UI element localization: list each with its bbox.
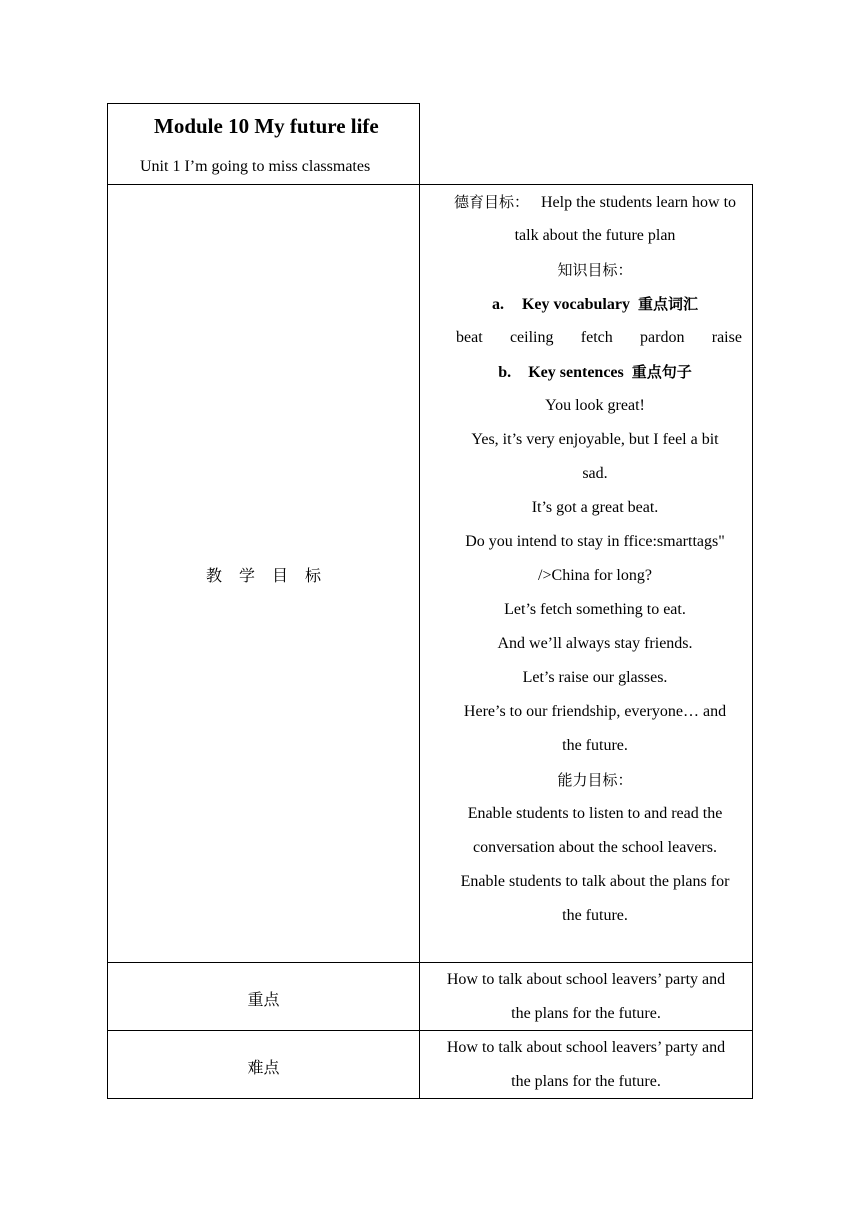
- vocab-heading: [448, 287, 742, 321]
- vocab-heading-en: Key vocabulary: [521, 296, 630, 313]
- ability-label: 能力目标：: [557, 771, 633, 789]
- sentence-line: Let’s fetch something to eat.: [504, 601, 686, 618]
- sentence-line: Yes, it’s very enjoyable, but I feel a bit: [471, 431, 719, 448]
- sentence-line: Do you intend to stay in ffice:smarttags": [465, 533, 725, 550]
- moral-line: [448, 185, 742, 219]
- vocab-word: raise: [711, 329, 742, 346]
- sentence-line: And we’ll always stay friends.: [497, 635, 693, 652]
- key-points-content: [420, 963, 752, 1031]
- key-points-content-cell: [419, 962, 753, 1031]
- sentence-line: You look great!: [545, 397, 645, 414]
- moral-label: 德育目标：: [453, 193, 529, 211]
- difficulties-label: 难点: [247, 1058, 280, 1077]
- sentence-line: the future.: [562, 737, 628, 754]
- objectives-label-cell: [107, 184, 420, 963]
- objectives-content: [448, 185, 742, 933]
- ability-line: the future.: [562, 907, 628, 924]
- vocabulary-list: [448, 321, 742, 355]
- sentence-line: Let’s raise our glasses.: [522, 669, 668, 686]
- key-points-line: the plans for the future.: [511, 1005, 661, 1022]
- module-title: Module 10 My future life: [154, 114, 379, 138]
- sentence-line: />China for long?: [538, 567, 652, 584]
- vocab-word: fetch: [580, 329, 613, 346]
- vocab-word: beat: [456, 329, 483, 346]
- difficulties-label-cell: [107, 1030, 420, 1099]
- title-cell: [107, 103, 420, 185]
- vocab-marker: a.: [491, 296, 504, 313]
- objectives-content-cell: [419, 184, 753, 963]
- key-points-label: 重点: [247, 990, 280, 1009]
- difficulties-line: How to talk about school leavers’ party and: [446, 1039, 726, 1056]
- ability-line: Enable students to listen to and read the: [467, 805, 723, 822]
- difficulties-line: the plans for the future.: [511, 1073, 661, 1090]
- sentence-line: It’s got a great beat.: [531, 499, 659, 516]
- knowledge-label: 知识目标：: [557, 261, 633, 279]
- key-points-line: How to talk about school leavers’ party and: [446, 971, 726, 988]
- objectives-label: 教学目标: [205, 566, 338, 585]
- moral-text: Help the students learn how to: [540, 194, 737, 211]
- sentences-heading-en: Key sentences: [528, 364, 624, 381]
- ability-line: conversation about the school leavers.: [473, 839, 717, 856]
- key-points-label-cell: [107, 962, 420, 1031]
- unit-title: Unit 1 I’m going to miss classmates: [140, 158, 371, 175]
- difficulties-content: [420, 1031, 752, 1099]
- moral-text-cont: talk about the future plan: [514, 227, 676, 244]
- sentences-marker: b.: [498, 364, 512, 381]
- sentences-heading: [448, 355, 742, 389]
- sentence-line: sad.: [582, 465, 608, 482]
- vocab-heading-cn: 重点词汇: [637, 295, 698, 313]
- vocab-word: pardon: [640, 329, 685, 346]
- difficulties-content-cell: [419, 1030, 753, 1099]
- vocab-word: ceiling: [509, 329, 554, 346]
- sentences-heading-cn: 重点句子: [631, 363, 692, 381]
- ability-line: Enable students to talk about the plans for: [460, 873, 730, 890]
- sentence-line: Here’s to our friendship, everyone… and: [463, 703, 727, 720]
